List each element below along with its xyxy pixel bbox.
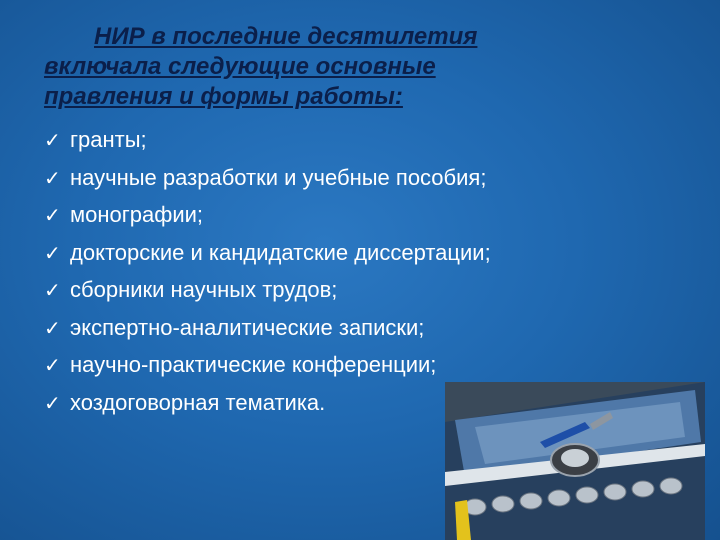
slide-title bbox=[44, 22, 644, 112]
list-item bbox=[44, 197, 491, 235]
check-icon: ✓ bbox=[44, 355, 61, 377]
check-icon: ✓ bbox=[44, 242, 61, 265]
list-item bbox=[44, 347, 491, 385]
title-line-2: включала следующие основные bbox=[44, 53, 436, 80]
bullet-list bbox=[44, 122, 491, 422]
list-item-text: хоздоговорная тематика. bbox=[70, 389, 326, 415]
list-item bbox=[44, 235, 491, 273]
list-item-text: научные разработки и учебные пособия; bbox=[70, 164, 487, 190]
list-item bbox=[44, 385, 491, 423]
list-item bbox=[44, 310, 491, 348]
tool-kit-photo bbox=[445, 382, 705, 540]
list-item-text: экспертно-аналитические записки; bbox=[70, 314, 425, 340]
title-line-3: правления и формы работы: bbox=[44, 83, 403, 110]
list-item-text: монографии; bbox=[70, 202, 204, 227]
list-item-text: гранты; bbox=[70, 127, 147, 152]
list-item-text: сборники научных трудов; bbox=[70, 277, 338, 302]
check-icon: ✓ bbox=[44, 317, 61, 340]
list-item-text: научно-практические конференции; bbox=[70, 352, 437, 377]
check-icon: ✓ bbox=[44, 130, 61, 152]
tool-kit-illustration bbox=[445, 382, 705, 540]
list-item bbox=[44, 160, 491, 198]
title-line-1: НИР в последние десятилетия bbox=[94, 23, 478, 50]
check-icon: ✓ bbox=[44, 205, 61, 227]
list-item-text: докторские и кандидатские диссертации; bbox=[70, 239, 491, 265]
check-icon: ✓ bbox=[44, 280, 61, 302]
list-item bbox=[44, 122, 491, 160]
list-item bbox=[44, 272, 491, 310]
check-icon: ✓ bbox=[44, 167, 61, 190]
check-icon: ✓ bbox=[44, 392, 61, 415]
